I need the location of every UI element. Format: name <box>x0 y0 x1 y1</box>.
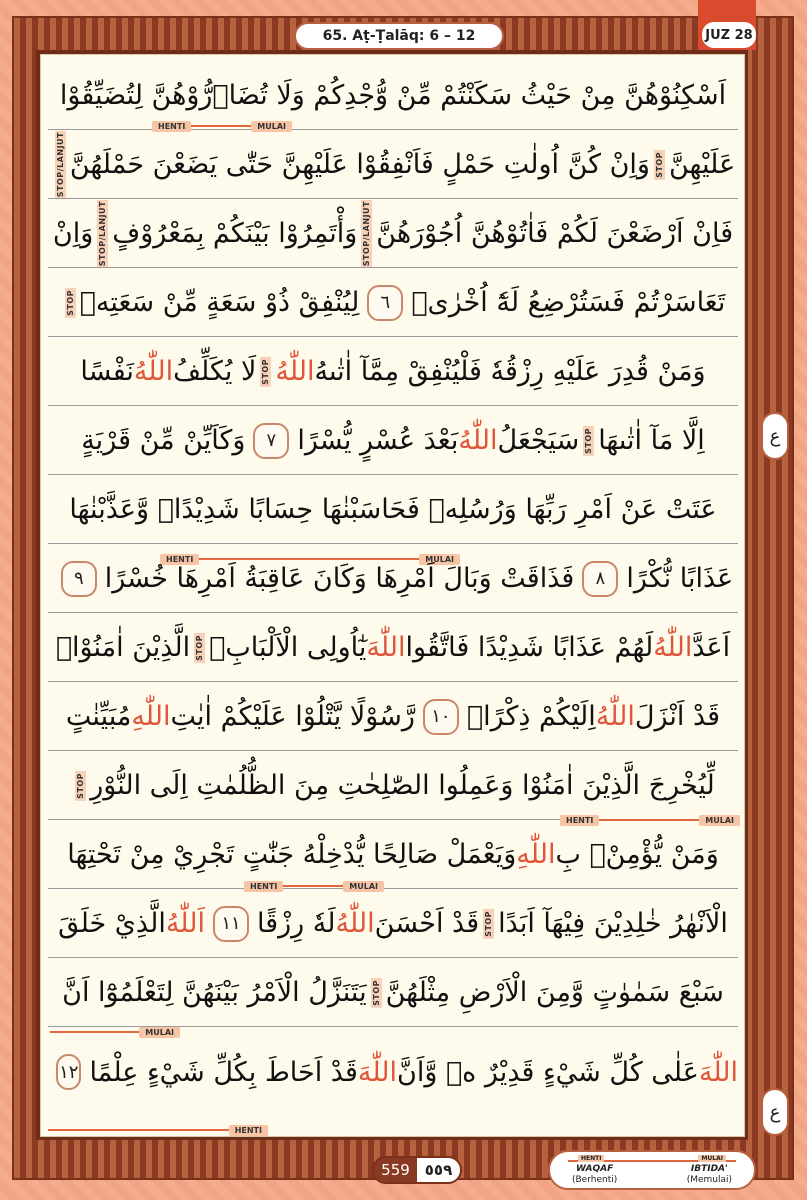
legend-waqaf-label: WAQAF <box>575 1164 614 1174</box>
verse-line-14 <box>48 959 738 1027</box>
verse-text: سَيَجْعَلُ <box>497 425 580 456</box>
allah-word: اللّٰهُ <box>275 356 315 387</box>
legend-ibtida <box>687 1164 732 1186</box>
mulai-tag: MULAI <box>699 815 740 826</box>
verse-text: يٰٓاُولِى الْاَلْبَابِۛ <box>209 632 367 663</box>
verse-text: قَدْ اَحْسَنَ <box>374 908 480 939</box>
verse-line-4 <box>48 269 738 337</box>
legend-waqaf-sub: (Berhenti) <box>572 1175 618 1185</box>
mulai-tag: MULAI <box>419 554 460 565</box>
henti-tag: HENTI <box>244 881 283 892</box>
verse-text: فَذَاقَتْ وَبَالَ اَمْرِهَا وَكَانَ عَاقِبَةُ اَمْرِهَا خُسْرًا <box>104 563 575 594</box>
verse-text: قَدْ اَحَاطَ بِكُلِّ شَيْءٍ عِلْمًا <box>89 1056 358 1088</box>
verse-text: لَهُمْ عَذَابًا شَدِيْدًا فَاتَّقُوا <box>405 632 654 663</box>
marker-bar <box>283 885 343 887</box>
allah-word: اللّٰهُ <box>653 632 693 663</box>
verse-text: بَعْدَ عُسْرٍ يُّسْرًا <box>297 425 459 456</box>
henti-tag: HENTI <box>560 815 599 826</box>
verse-line-6 <box>48 407 738 475</box>
verse-line-3 <box>48 200 738 268</box>
verse-text: لِيُنْفِقْ ذُوْ سَعَةٍ مِّنْ سَعَتِهٖ <box>79 287 360 318</box>
ayah-number-11: ١١ <box>213 906 249 942</box>
allah-word: اللّٰهِ <box>516 839 556 870</box>
legend-mulai-tag: MULAI <box>698 1155 726 1162</box>
mulai-tag: MULAI <box>139 1027 180 1038</box>
verse-text: الَّذِيْنَ اٰمَنُوْاۛ <box>55 632 191 663</box>
allah-word: اللّٰهُ <box>595 701 635 732</box>
stop-sign: STOP <box>654 151 664 178</box>
page-number <box>372 1156 462 1184</box>
verse-text: لَا يُكَلِّفُ <box>173 356 257 387</box>
verse-text: وَاِنْ كُنَّ اُولٰتِ حَمْلٍ فَاَنْفِقُوْا عَلَيْهِنَّ حَتّٰى يَضَعْنَ حَمْلَهُنَّ <box>69 149 650 180</box>
stop-sign: STOP <box>195 634 205 661</box>
verse-line-10 <box>48 683 738 751</box>
mulai-tag: MULAI <box>251 121 292 132</box>
verse-text: وَكَاَيِّنْ مِّنْ قَرْيَةٍ <box>81 425 246 456</box>
verse-text: سَبْعَ سَمٰوٰتٍ وَّمِنَ الْاَرْضِ مِثْلَهُنَّ <box>385 977 724 1008</box>
stop-sign: STOP <box>584 427 594 454</box>
verse-line-11 <box>48 752 738 820</box>
ayah-number-7: ٧ <box>253 423 289 459</box>
stop-lanjut-sign: STOP/LANJUT <box>362 200 372 267</box>
allah-word: اَللّٰهُ <box>165 908 205 939</box>
verse-line-12 <box>48 821 738 889</box>
ruku-badge: ع <box>761 412 789 460</box>
verse-text: وَمَنْ قُدِرَ عَلَيْهِ رِزْقُهٗ فَلْيُنْفِقْ مِمَّآ اٰتٰىهُ <box>314 356 706 387</box>
ayah-number-10: ١٠ <box>423 699 459 735</box>
page-number-latin: 559 <box>374 1158 417 1182</box>
marker-bar <box>48 1129 229 1131</box>
waqaf-ibtida-legend <box>548 1150 756 1190</box>
stop-sign: STOP <box>484 910 494 937</box>
verse-line-15 <box>48 1038 738 1106</box>
juz-label: JUZ 28 <box>702 22 756 48</box>
stop-sign: STOP <box>76 772 86 799</box>
verse-text: مُبَيِّنٰتٍ <box>65 701 132 732</box>
stop-sign: STOP <box>371 979 381 1006</box>
mulai-tag: MULAI <box>343 881 384 892</box>
verse-text: نَفْسًا <box>80 356 134 387</box>
verse-text: اِلَّا مَآ اٰتٰىهَا <box>598 425 705 456</box>
verse-text: الَّذِيْ خَلَقَ <box>58 908 166 939</box>
verse-text: يَتَنَزَّلُ الْاَمْرُ بَيْنَهُنَّ لِتَعْلَمُوْٓا اَنَّ <box>62 977 367 1008</box>
legend-ibtida-label: IBTIDA' <box>690 1164 728 1174</box>
legend-henti-tag: HENTI <box>578 1155 604 1162</box>
allah-word: اللّٰهُ <box>335 908 375 939</box>
verse-text: اِلَيْكُمْ ذِكْرًاۙ <box>466 701 596 732</box>
allah-word: اللّٰهُ <box>458 425 498 456</box>
page-number-arabic: ٥٥٩ <box>417 1158 460 1182</box>
verse-line-9 <box>48 614 738 682</box>
stop-sign: STOP <box>65 289 75 316</box>
allah-word: اللّٰهَ <box>698 1056 738 1088</box>
verse-text: وَاِنْ <box>52 218 94 249</box>
ayah-number-9: ٩ <box>61 561 97 597</box>
allah-word: اللّٰهَ <box>357 1056 398 1088</box>
ayah-number-8: ٨ <box>582 561 618 597</box>
verse-text: تَعَاسَرْتُمْ فَسَتُرْضِعُ لَهٗٓ اُخْرٰىۗ <box>411 287 726 318</box>
legend-ibtida-sub: (Memulai) <box>686 1175 732 1185</box>
henti-tag: HENTI <box>229 1125 268 1136</box>
verse-text: وَأْتَمِرُوْا بَيْنَكُمْ بِمَعْرُوْفٍ <box>112 218 358 249</box>
ayah-number-12: ١٢ <box>56 1054 81 1090</box>
henti-tag: HENTI <box>152 121 191 132</box>
marker-bar <box>50 1031 139 1033</box>
verse-text: فَاِنْ اَرْضَعْنَ لَكُمْ فَاٰتُوْهُنَّ اُجُوْرَهُنَّ <box>376 218 734 249</box>
ayah-number-6: ٦ <box>367 285 403 321</box>
verse-text: لِّيُخْرِجَ الَّذِيْنَ اٰمَنُوْا وَعَمِلُوا الصّٰلِحٰتِ مِنَ الظُّلُمٰتِ اِلَى النُّوْرِ <box>90 770 715 801</box>
stop-sign: STOP <box>261 358 271 385</box>
marker-bar <box>191 125 251 127</box>
verse-line-8 <box>48 545 738 613</box>
verse-text: لَهٗ رِزْقًا <box>256 908 336 939</box>
allah-word: اللّٰهَ <box>366 632 406 663</box>
verse-line-13 <box>48 890 738 958</box>
verse-line-7 <box>48 476 738 544</box>
verse-text: وَمَنْ يُّؤْمِنْۢ بِ <box>555 839 719 870</box>
allah-word: اللّٰهِ <box>131 701 171 732</box>
waqaf-marker <box>50 1026 180 1038</box>
verse-text: عَتَتْ عَنْ اَمْرِ رَبِّهَا وَرُسُلِهٖ فَحَاسَبْنٰهَا حِسَابًا شَدِيْدًاۙ وَّعَذَّبْنٰهَا <box>69 494 717 525</box>
verse-line-5 <box>48 338 738 406</box>
verse-text: عَذَابًا نُّكْرًا <box>626 563 734 594</box>
allah-word: اللّٰهُ <box>133 356 174 387</box>
verse-text: عَلٰى كُلِّ شَيْءٍ قَدِيْرٌ ەۙ وَّاَنَّ <box>397 1056 699 1088</box>
verse-text: اَسْكِنُوْهُنَّ مِنْ حَيْثُ سَكَنْتُمْ مِّنْ وُّجْدِكُمْ وَلَا تُضَاۤرُّوْهُنَّ لِتُضَيِّقُوْا <box>59 80 727 111</box>
verse-text: رَّسُوْلًا يَّتْلُوْا عَلَيْكُمْ اٰيٰتِ <box>170 701 415 732</box>
verse-text: قَدْ اَنْزَلَ <box>634 701 721 732</box>
henti-tag: HENTI <box>160 554 199 565</box>
stop-lanjut-sign: STOP/LANJUT <box>55 131 65 198</box>
stop-lanjut-sign: STOP/LANJUT <box>98 200 108 267</box>
legend-waqaf <box>572 1164 617 1186</box>
verse-text: عَلَيْهِنَّ <box>668 149 736 180</box>
verse-text: اَعَدَّ <box>692 632 731 663</box>
verse-text: الْاَنْهٰرُ خٰلِدِيْنَ فِيْهَآ اَبَدًا <box>498 908 728 939</box>
verse-text: وَيَعْمَلْ صَالِحًا يُّدْخِلْهُ جَنّٰتٍ تَجْرِيْ مِنْ تَحْتِهَا <box>67 839 517 870</box>
ruku-badge: ع <box>761 1088 789 1136</box>
verse-line-2 <box>48 131 738 199</box>
waqaf-marker <box>48 1124 268 1136</box>
surah-title: 65. Aṭ-Ṭalāq: 6 – 12 <box>294 22 504 50</box>
